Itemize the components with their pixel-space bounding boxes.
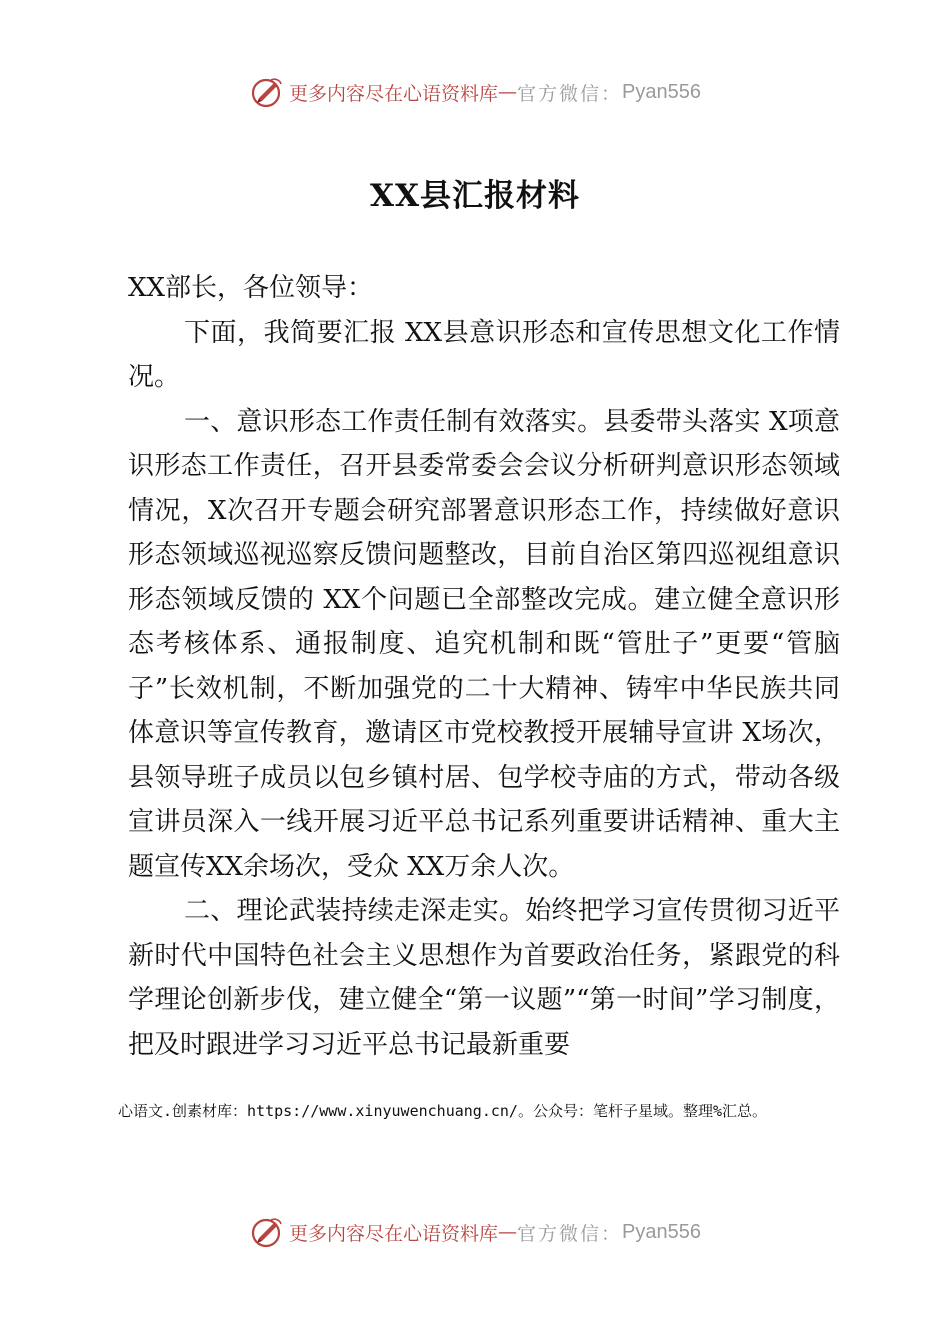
paragraph-section-2: 二、理论武装持续走深走实。始终把学习宣传贯彻习近平新时代中国特色社会主义思想作为首要政治任务，紧跟党的科学理论创新步伐，建立健全“第一议题”“第一时间”学习制度，把及时跟进学习习近平总书记最新重要: [128, 896, 840, 1060]
pen-logo-icon: [249, 74, 285, 110]
document-title: XX县汇报材料: [369, 178, 581, 214]
document-body: [128, 266, 840, 1067]
banner-wechat-id: Pyan556: [622, 80, 701, 103]
paragraph-intro: 下面，我简要汇报 XX县意识形态和宣传思想文化工作情况。: [128, 317, 840, 392]
salutation: XX部长，各位领导：: [128, 273, 374, 303]
footer-source-note: 心语文.创素材库：https://www.xinyuwenchuang.cn/。公众号：笔杆子星域。整理%汇总。: [118, 1102, 767, 1120]
footer-banner: [0, 1212, 950, 1252]
pen-logo-icon: [249, 1214, 285, 1250]
banner-wechat-label: 官方微信：: [517, 1222, 623, 1245]
paragraph-section-1: 一、意识形态工作责任制有效落实。县委带头落实 X项意识形态工作责任，召开县委常委会会议分析研判意识形态领域情况，X次召开专题会研究部署意识形态工作，持续做好意识形态领域巡视巡察反馈问题整改，目前自治区第四巡视组意识形态领域反馈的 XX个问题已全部整改完成。建立健全意识形态考核体系、通报制度、追究机制和既“管肚子”更要“管脑子”长效机制，不断加强党的二十大精神、铸牢中华民族共同体意识等宣传教育，邀请区市党校教授开展辅导宣讲 X场次，县领导班子成员以包乡镇村居、包学校寺庙的方式，带动各级宣讲员深入一线开展习近平总书记系列重要讲话精神、重大主题宣传XX余场次，受众 XX万余人次。: [128, 406, 840, 882]
banner-wechat-label: 官方微信：: [517, 82, 623, 105]
banner-wechat-id: Pyan556: [622, 1220, 701, 1243]
header-banner: [0, 72, 950, 112]
banner-separator: —: [498, 1221, 518, 1243]
banner-separator: —: [498, 81, 518, 103]
banner-text: 更多内容尽在心语资料库: [289, 1222, 499, 1245]
banner-text: 更多内容尽在心语资料库: [289, 82, 499, 105]
